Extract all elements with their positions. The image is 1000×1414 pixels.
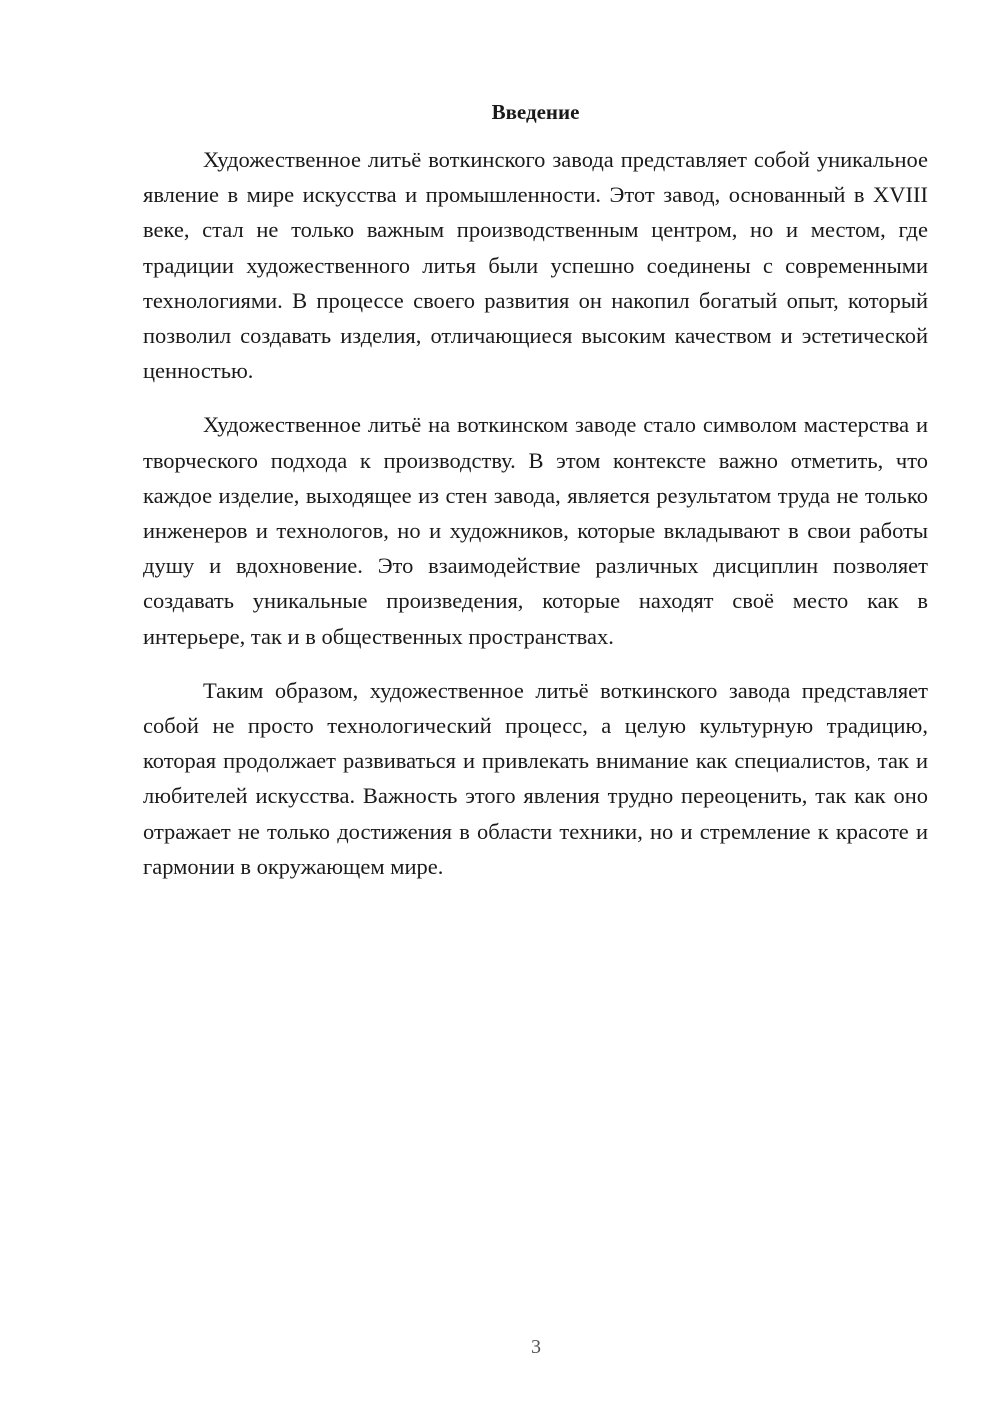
paragraph: Художественное литьё на воткинском заводе стало символом мастерства и творческого подхода к производству. В этом контексте важно отметить, что каждое изделие, выходящее из стен завода, является результатом труда не только инженеров и технологов, но и художников, которые вкладывают в свои работы душу и вдохновение. Это взаимодействие различных дисциплин позволяет создавать уникальные произведения, которые находят своё место как в интерьере, так и в общественных пространствах. bbox=[143, 412, 928, 649]
section-heading: Введение bbox=[491, 100, 580, 124]
page-number: 3 bbox=[531, 1336, 541, 1358]
body-text bbox=[143, 142, 928, 903]
paragraph: Художественное литьё воткинского завода представляет собой уникальное явление в мире искусства и промышленности. Этот завод, основанный в XVIII веке, стал не только важным производственным центром, но и местом, где традиции художественного литья были успешно соединены с современными технологиями. В процессе своего развития он накопил богатый опыт, который позволил создавать изделия, отличающиеся высоким качеством и эстетической ценностью. bbox=[143, 147, 928, 384]
paragraph: Таким образом, художественное литьё воткинского завода представляет собой не просто технологический процесс, а целую культурную традицию, которая продолжает развиваться и привлекать внимание как специалистов, так и любителей искусства. Важность этого явления трудно переоценить, так как оно отражает не только достижения в области техники, но и стремление к красоте и гармонии в окружающем мире. bbox=[143, 677, 928, 879]
